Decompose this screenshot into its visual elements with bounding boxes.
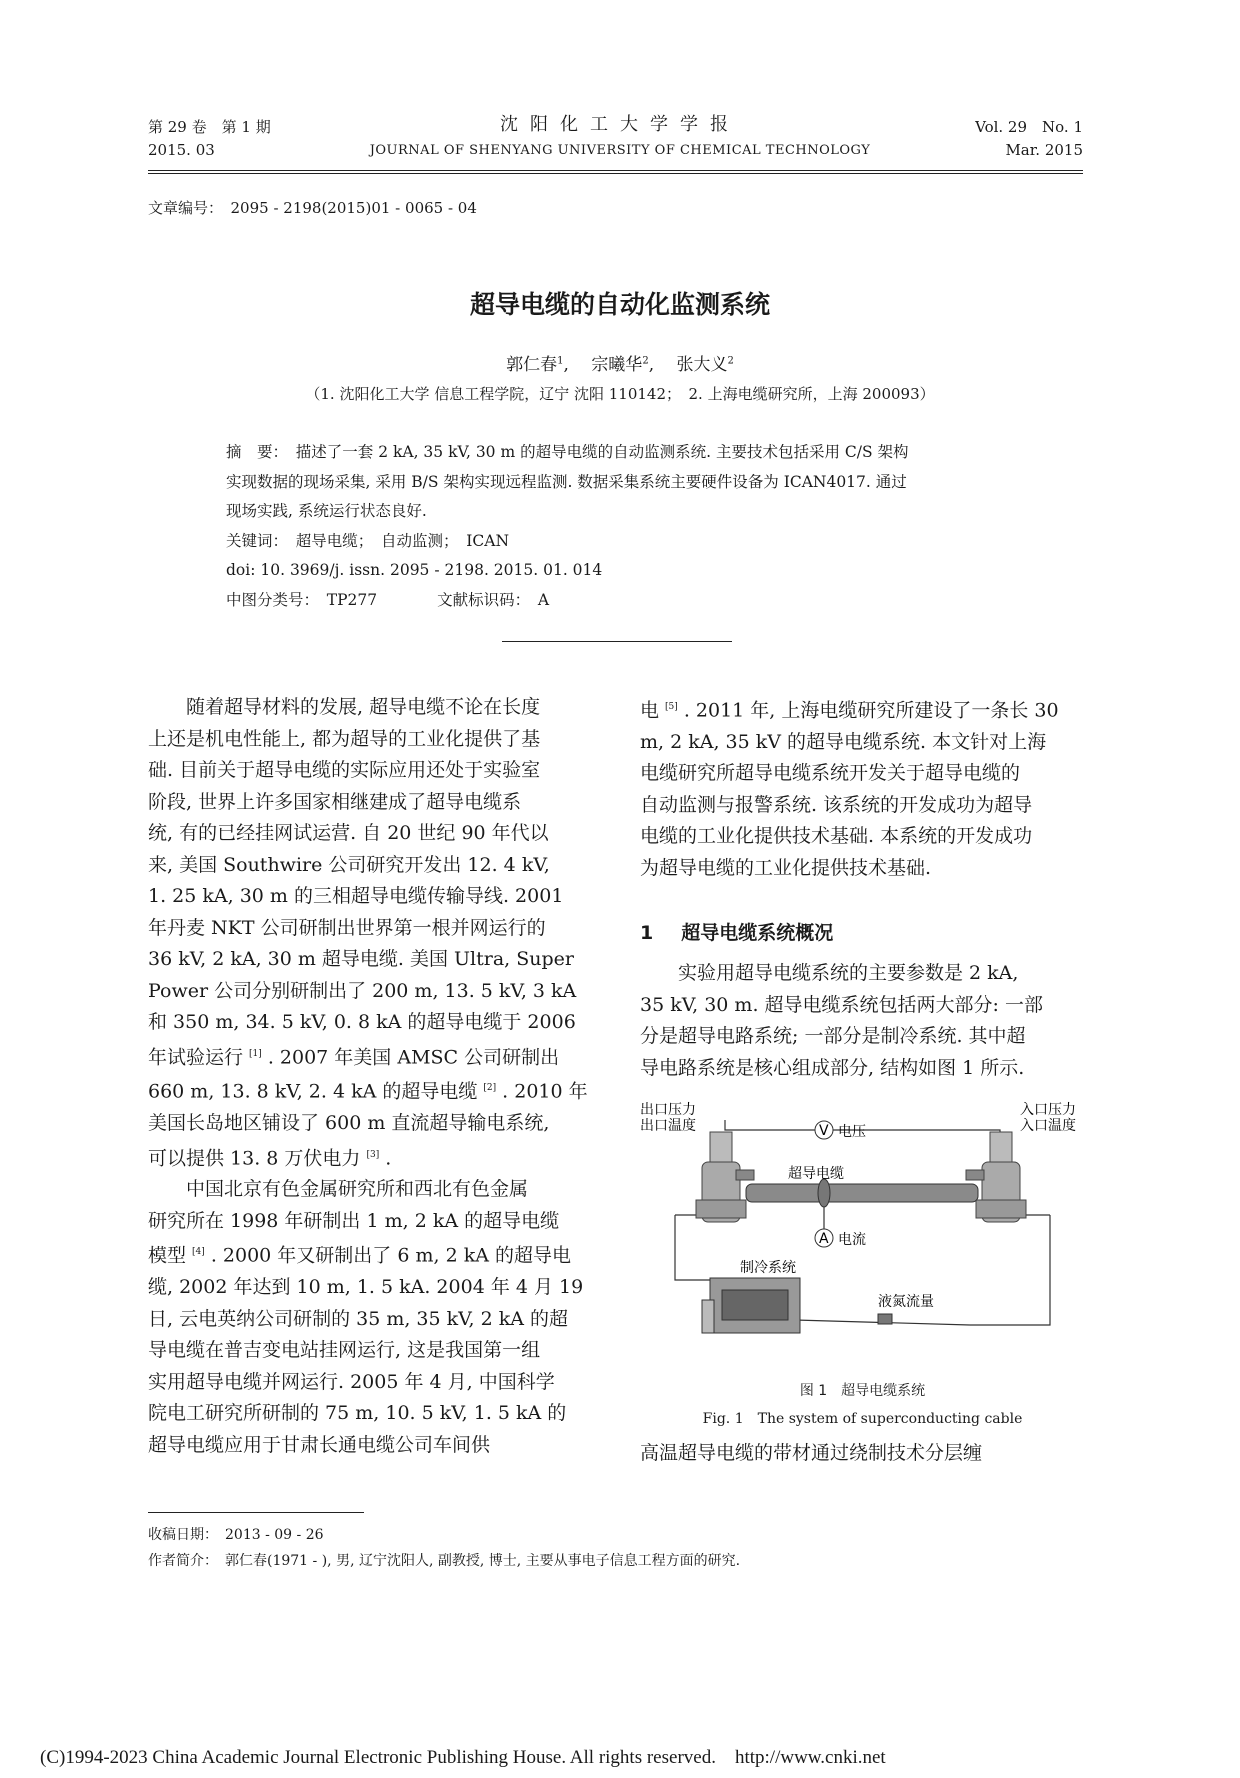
- header-rule-bottom: [148, 173, 1083, 174]
- citation-ref: [1]: [249, 1048, 262, 1059]
- author-intro: 作者简介： 郭仁春(1971 - ), 男, 辽宁沈阳人, 副教授, 博士, 主要从事电子信息工程方面的研究.: [148, 1553, 741, 1569]
- voltage-wire-left: [725, 1120, 815, 1130]
- section-title: 超导电缆系统概况: [681, 922, 834, 944]
- right-p1-line: 电缆的工业化提供技术基础. 本系统的开发成功: [640, 825, 1033, 848]
- left-p2-line: 模型 [4] . 2000 年又研制出了 6 m, 2 kA 的超导电: [148, 1244, 571, 1267]
- citation-ref: [5]: [665, 702, 678, 712]
- abstract-separator: [502, 641, 732, 642]
- figure-diagram: [640, 1100, 1085, 1370]
- left-p1-line: 可以提供 13. 8 万伏电力 [3] .: [148, 1146, 392, 1169]
- citation-ref: [2]: [483, 1083, 497, 1094]
- left-p1-line: Power 公司分别研制出了 200 m, 13. 5 kV, 3 kA: [148, 979, 577, 1002]
- left-p1-line: 1. 25 kA, 30 m 的三相超导电缆传输导线. 2001: [148, 885, 564, 907]
- header-rule-top: [148, 170, 1083, 171]
- label-refrigeration: 制冷系统: [740, 1260, 796, 1276]
- doi: doi: 10. 3969/j. issn. 2095 - 2198. 2015. 01. 014: [226, 561, 603, 579]
- date-en: Mar. 2015: [1005, 141, 1083, 159]
- left-p1-line: 美国长岛地区铺设了 600 m 直流超导输电系统,: [148, 1112, 550, 1135]
- label-ammeter: A: [819, 1231, 829, 1247]
- author-affil-mark: 1: [557, 355, 564, 367]
- volume-issue-en: Vol. 29 No. 1: [975, 118, 1083, 136]
- flow-meter-icon: [878, 1314, 892, 1324]
- journal-title-en: JOURNAL OF SHENYANG UNIVERSITY OF CHEMICAL TECHNOLOGY: [369, 143, 871, 158]
- label-ln2-flow: 液氮流量: [878, 1294, 934, 1310]
- abstract-block: [226, 438, 1016, 615]
- paragraph-intro: [148, 692, 593, 1174]
- section-body: [640, 958, 1085, 1084]
- left-p2-line: 超导电缆应用于甘肃长通电缆公司车间供: [148, 1433, 491, 1456]
- left-p2-line: 实用超导电缆并网运行. 2005 年 4 月, 中国科学: [148, 1370, 555, 1393]
- label-inlet-pressure: 入口压力: [1020, 1102, 1076, 1118]
- label-voltmeter: V: [819, 1123, 829, 1139]
- label-inlet-temp: 入口温度: [1020, 1118, 1076, 1134]
- left-termination: [696, 1132, 754, 1222]
- right-p1-line: m, 2 kA, 35 kV 的超导电缆系统. 本文针对上海: [640, 730, 1047, 753]
- right-column: [640, 692, 1085, 884]
- loop-wire-right: [970, 1215, 1050, 1325]
- label-outlet-temp: 出口温度: [640, 1118, 696, 1134]
- left-p2-line: 日, 云电英纳公司研制的 35 m, 35 kV, 2 kA 的超: [148, 1307, 569, 1330]
- left-p1-line: 36 kV, 2 kA, 30 m 超导电缆. 美国 Ultra, Super: [148, 948, 574, 970]
- affiliation: （1. 沈阳化工大学 信息工程学院，辽宁 沈阳 110142； 2. 上海电缆研究所，上海 200093）: [305, 385, 935, 403]
- right-p1-line: 为超导电缆的工业化提供技术基础.: [640, 856, 932, 879]
- right-p2-line: 分是超导电路系统; 一部分是制冷系统. 其中超: [640, 1025, 1026, 1047]
- paragraph-tape-winding: 高温超导电缆的带材通过绕制技术分层缠: [640, 1442, 983, 1464]
- left-p1-line: 年试验运行 [1] . 2007 年美国 AMSC 公司研制出: [148, 1045, 560, 1068]
- cable-joint: [818, 1179, 830, 1207]
- received-date: 收稿日期： 2013 - 09 - 26: [148, 1527, 324, 1543]
- left-p1-line: 上还是机电性能上, 都为超导的工业化提供了基: [148, 727, 541, 750]
- section-number: 1: [640, 922, 654, 944]
- label-current: 电流: [838, 1232, 866, 1248]
- left-p1-line: 阶段, 世界上许多国家相继建成了超导电缆系: [148, 790, 522, 813]
- copyright-footer: (C)1994-2023 China Academic Journal Electronic Publishing House. All rights reserved. http://www.cnki.net: [40, 1747, 886, 1768]
- footnote-rule: [148, 1512, 364, 1513]
- abstract-line: 实现数据的现场采集, 采用 B/S 架构实现远程监测. 数据采集系统主要硬件设备为 ICAN4017. 通过: [226, 472, 907, 491]
- clc-label: 中图分类号：: [226, 590, 312, 609]
- doc-code: A: [537, 590, 550, 609]
- left-p2-line: 研究所在 1998 年研制出 1 m, 2 kA 的超导电缆: [148, 1209, 560, 1232]
- left-p2-line: 中国北京有色金属研究所和西北有色金属: [186, 1178, 529, 1201]
- doc-code-label: 文献标识码：: [437, 590, 523, 609]
- label-cable: 超导电缆: [788, 1166, 844, 1182]
- left-column: [148, 692, 593, 1461]
- right-p1-line: 自动监测与报警系统. 该系统的开发成功为超导: [640, 793, 1033, 816]
- right-termination: [966, 1132, 1026, 1222]
- article-number: 文章编号： 2095 - 2198(2015)01 - 0065 - 04: [148, 199, 477, 217]
- author-affil-mark: 2: [642, 355, 649, 367]
- citation-ref: [3]: [366, 1149, 380, 1160]
- left-p1-line: 统, 有的已经挂网试运营. 自 20 世纪 90 年代以: [148, 822, 549, 844]
- journal-title-cn: 沈阳化工大学学报: [500, 114, 740, 135]
- right-p2-line: 35 kV, 30 m. 超导电缆系统包括两大部分: 一部: [640, 993, 1043, 1016]
- right-p1-line: 电缆研究所超导电缆系统开发关于超导电缆的: [640, 762, 1021, 785]
- figure-caption-cn: 图 1 超导电缆系统: [799, 1383, 926, 1399]
- left-p1-line: 和 350 m, 34. 5 kV, 0. 8 kA 的超导电缆于 2006: [148, 1011, 576, 1033]
- label-outlet-pressure: 出口压力: [640, 1102, 696, 1118]
- volume-issue-cn: 第 29 卷 第 1 期: [148, 118, 271, 136]
- paper-title: 超导电缆的自动化监测系统: [469, 290, 770, 319]
- left-p1-line: 年丹麦 NKT 公司研制出世界第一根并网运行的: [148, 916, 546, 939]
- section-heading: [640, 918, 833, 945]
- loop-wire-left: [675, 1215, 725, 1280]
- abstract-line: 描述了一套 2 kA, 35 kV, 30 m 的超导电缆的自动监测系统. 主要技术包括采用 C/S 架构: [295, 443, 909, 461]
- left-p1-line: 随着超导材料的发展, 超导电缆不论在长度: [186, 696, 541, 718]
- figure-1: [640, 1100, 1085, 1370]
- date-cn: 2015. 03: [148, 141, 215, 159]
- paragraph-china: [148, 1174, 593, 1461]
- left-p1-line: 来, 美国 Southwire 公司研究开发出 12. 4 kV,: [148, 853, 550, 876]
- right-p1-line: 电 [5] . 2011 年, 上海电缆研究所建设了一条长 30: [640, 699, 1059, 722]
- left-p1-line: 础. 目前关于超导电缆的实际应用还处于实验室: [148, 759, 541, 781]
- left-p2-line: 缆, 2002 年达到 10 m, 1. 5 kA. 2004 年 4 月 19: [148, 1276, 584, 1299]
- author-name: 张大义: [676, 355, 728, 375]
- refrigeration-unit: [702, 1278, 800, 1333]
- clc-code: TP277: [326, 590, 378, 609]
- right-p2-line: 实验用超导电缆系统的主要参数是 2 kA,: [678, 962, 1019, 984]
- keywords-label: 关键词：: [226, 531, 281, 550]
- keywords: 超导电缆； 自动监测； ICAN: [295, 531, 510, 550]
- label-voltage: 电压: [838, 1124, 866, 1140]
- author-name: 郭仁春: [506, 355, 558, 375]
- superconducting-cable: [746, 1184, 978, 1202]
- paragraph-shanghai: [640, 692, 1085, 884]
- author-affil-mark: 2: [727, 355, 734, 367]
- citation-ref: [4]: [192, 1247, 205, 1258]
- left-p1-line: 660 m, 13. 8 kV, 2. 4 kA 的超导电缆 [2] . 2010 年: [148, 1080, 588, 1103]
- right-p2-line: 导电路系统是核心组成部分, 结构如图 1 所示.: [640, 1056, 1025, 1079]
- left-p2-line: 导电缆在普吉变电站挂网运行, 这是我国第一组: [148, 1339, 541, 1362]
- left-p2-line: 院电工研究所研制的 75 m, 10. 5 kV, 1. 5 kA 的: [148, 1402, 567, 1425]
- author-name: 宗曦华: [591, 355, 643, 375]
- author-list: 郭仁春$^1$, 宗曦华$^2$, 张大义$^2$: [506, 355, 734, 375]
- abstract-line: 现场实践, 系统运行状态良好.: [226, 502, 427, 520]
- abstract-label: 摘 要：: [226, 443, 281, 461]
- figure-caption-en: Fig. 1 The system of superconducting cable: [702, 1411, 1023, 1427]
- paragraph-system-overview: [640, 958, 1085, 1084]
